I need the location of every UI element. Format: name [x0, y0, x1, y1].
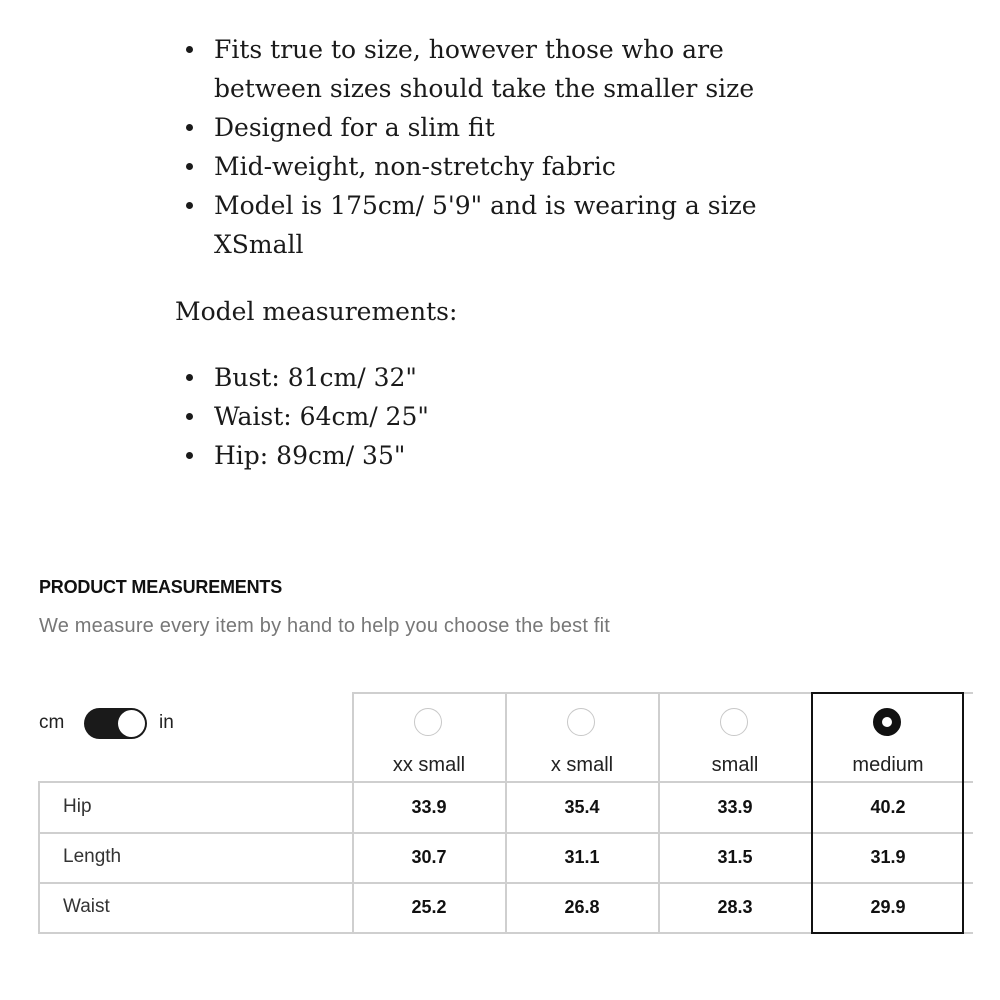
size-option-x-small[interactable]	[506, 692, 658, 782]
table-cell: 25.2	[411, 897, 447, 917]
table-cell: 31.1	[564, 847, 600, 867]
table-cell: 33.9	[717, 797, 753, 817]
size-table	[38, 692, 973, 934]
unit-cm-label[interactable]: cm	[39, 712, 65, 733]
size-label: medium	[852, 754, 924, 776]
unit-in-label[interactable]: in	[159, 712, 174, 733]
model-measurements-list	[184, 358, 824, 475]
list-item: Hip: 89cm/ 35"	[184, 436, 824, 475]
row-label-waist: Waist	[63, 896, 110, 917]
size-option-small[interactable]	[659, 692, 811, 782]
radio-unselected-icon[interactable]	[414, 708, 442, 736]
row-label-hip: Hip	[63, 796, 92, 817]
table-cell: 33.9	[411, 797, 447, 817]
size-label: x small	[550, 754, 614, 776]
product-measurements-subtitle: We measure every item by hand to help you choose the best fit	[39, 615, 611, 637]
table-cell: 35.4	[564, 797, 600, 817]
selected-size-highlight	[811, 692, 964, 934]
list-item: Waist: 64cm/ 25"	[184, 397, 824, 436]
list-item: Designed for a slim fit	[184, 108, 824, 147]
table-cell: 31.5	[717, 847, 753, 867]
fit-details-list	[184, 30, 824, 264]
radio-unselected-icon[interactable]	[720, 708, 748, 736]
size-option-xx-small[interactable]	[353, 692, 505, 782]
product-measurements-title: PRODUCT MEASUREMENTS	[39, 577, 283, 597]
table-divider	[38, 781, 40, 934]
table-cell: 30.7	[411, 847, 447, 867]
table-cell: 31.9	[870, 847, 906, 867]
size-label: small	[711, 754, 759, 776]
table-cell: 29.9	[870, 897, 906, 917]
radio-unselected-icon[interactable]	[567, 708, 595, 736]
list-item: Model is 175cm/ 5'9" and is wearing a size XSmall	[184, 186, 824, 264]
table-cell: 40.2	[870, 797, 906, 817]
model-measurements-heading: Model measurements:	[175, 297, 458, 326]
table-cell: 26.8	[564, 897, 600, 917]
list-item: Bust: 81cm/ 32"	[184, 358, 824, 397]
list-item: Mid-weight, non-stretchy fabric	[184, 147, 824, 186]
row-label-length: Length	[63, 846, 122, 867]
table-cell: 28.3	[717, 897, 753, 917]
size-label: xx small	[392, 754, 466, 776]
list-item: Fits true to size, however those who are between sizes should take the smaller size	[184, 30, 824, 108]
